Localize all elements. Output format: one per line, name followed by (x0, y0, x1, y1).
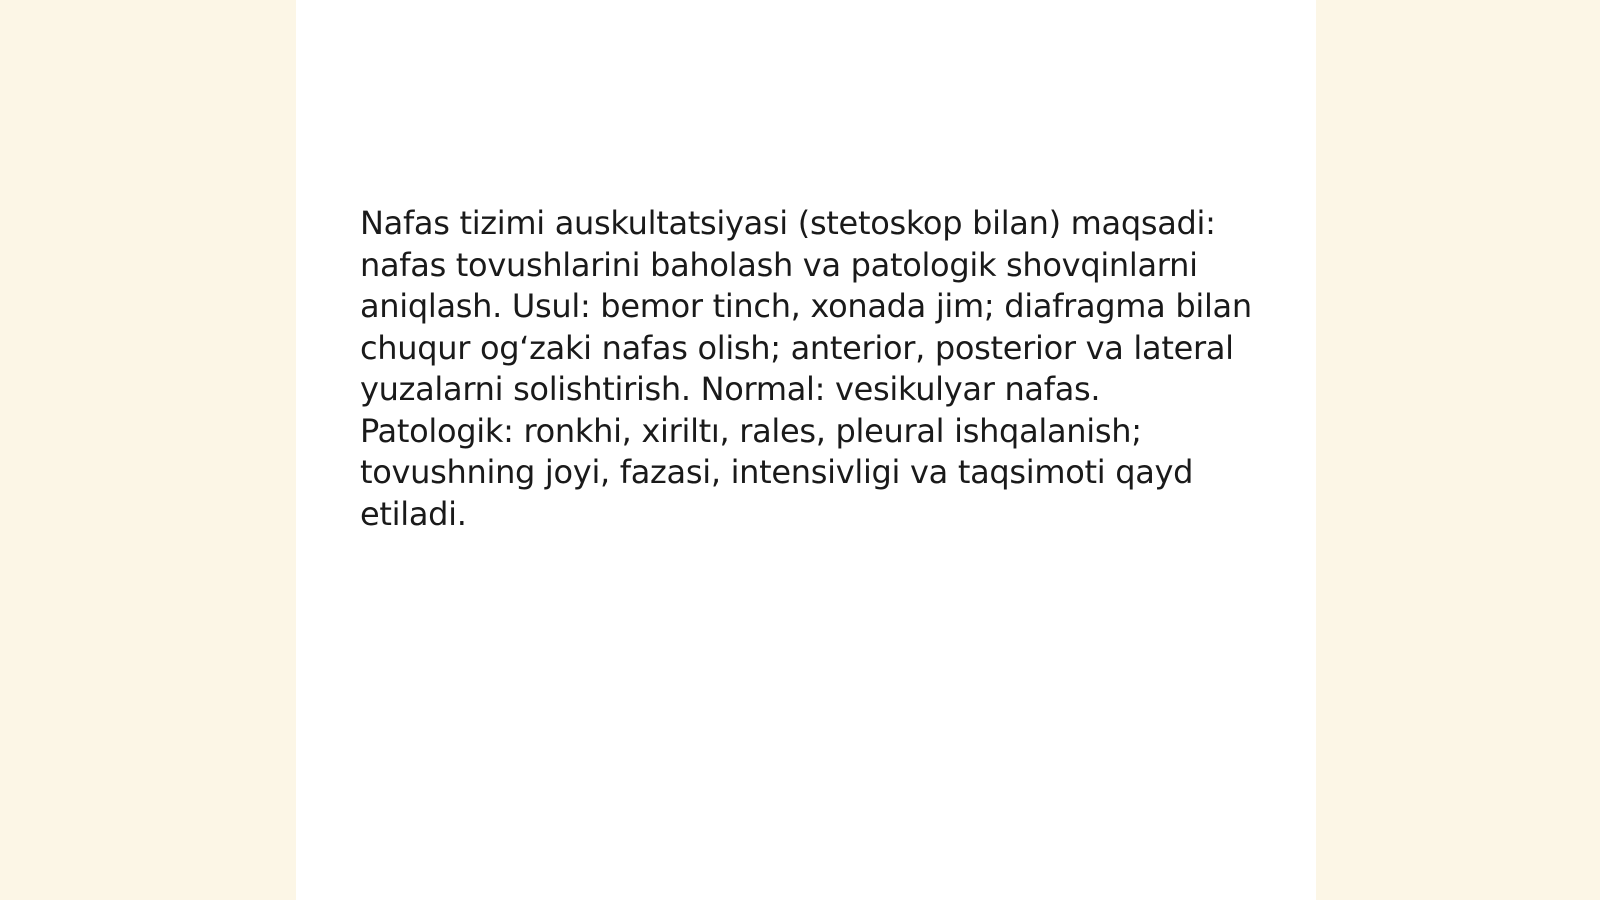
body-paragraph: Nafas tizimi auskultatsiyasi (stetoskop bilan) maqsadi: nafas tovushlarini baholash va patologik shovqinlarni aniqlash. Usul: bemor tinch, xonada jim; diafragma bilan chuqur ogʻzaki nafas olish; anterior, posterior va lateral yuzalarni solishtirish. Normal: vesikulyar nafas. Patologik: ronkhi, xiriltı, rales, pleural ishqalanish; tovushning joyi, fazasi, intensivligi va taqsimoti qayd etiladi. (360, 204, 1252, 533)
document-page (296, 0, 1316, 900)
